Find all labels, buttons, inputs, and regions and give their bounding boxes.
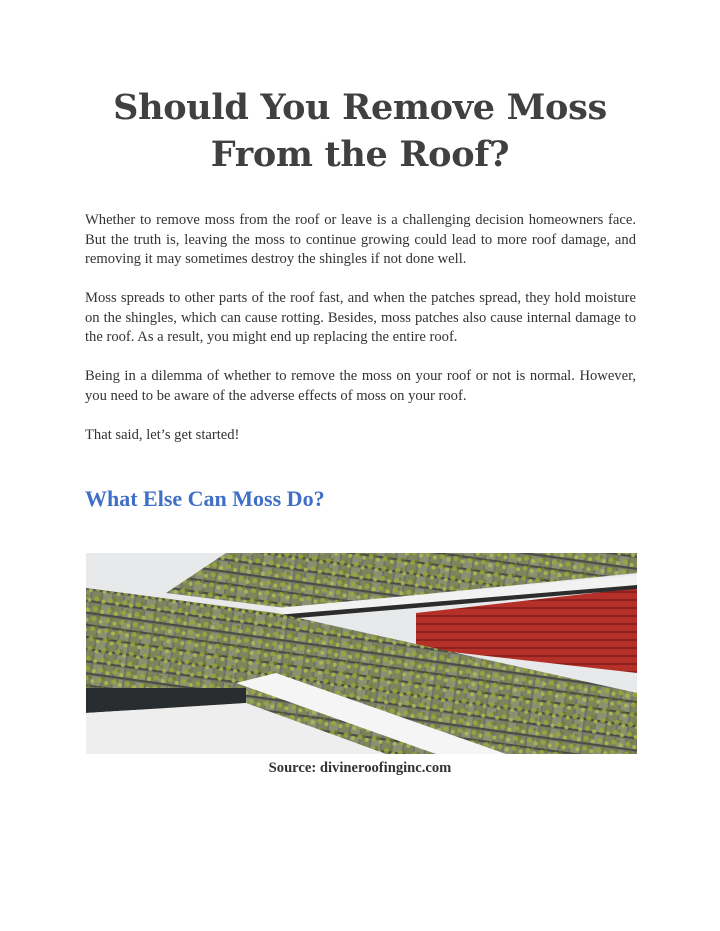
paragraph-dilemma: Being in a dilemma of whether to remove the moss on your roof or not is normal. However, you need to be aware of the adverse effects of moss on your roof. [85, 368, 636, 404]
paragraph-moss-spread: Moss spreads to other parts of the roof fast, and when the patches spread, they hold moisture on the shingles, which can cause rotting. Besides, moss patches also cause internal damage to the roof. As a result, you might end up replacing the entire roof. [85, 290, 636, 346]
image-caption: Source: divineroofinginc.com [268, 760, 452, 776]
page-title: Should You Remove Moss From the Roof? [113, 87, 607, 175]
paragraph-intro: Whether to remove moss from the roof or leave is a challenging decision homeowners face. But the truth is, leaving the moss to continue growing could lead to more roof damage, and removing it may sometimes destroy the shingles if not done well. [85, 212, 636, 268]
paragraph-get-started: That said, let’s get started! [85, 427, 240, 443]
section-heading: What Else Can Moss Do? [85, 486, 325, 511]
mossy-roof-photo [86, 553, 637, 754]
